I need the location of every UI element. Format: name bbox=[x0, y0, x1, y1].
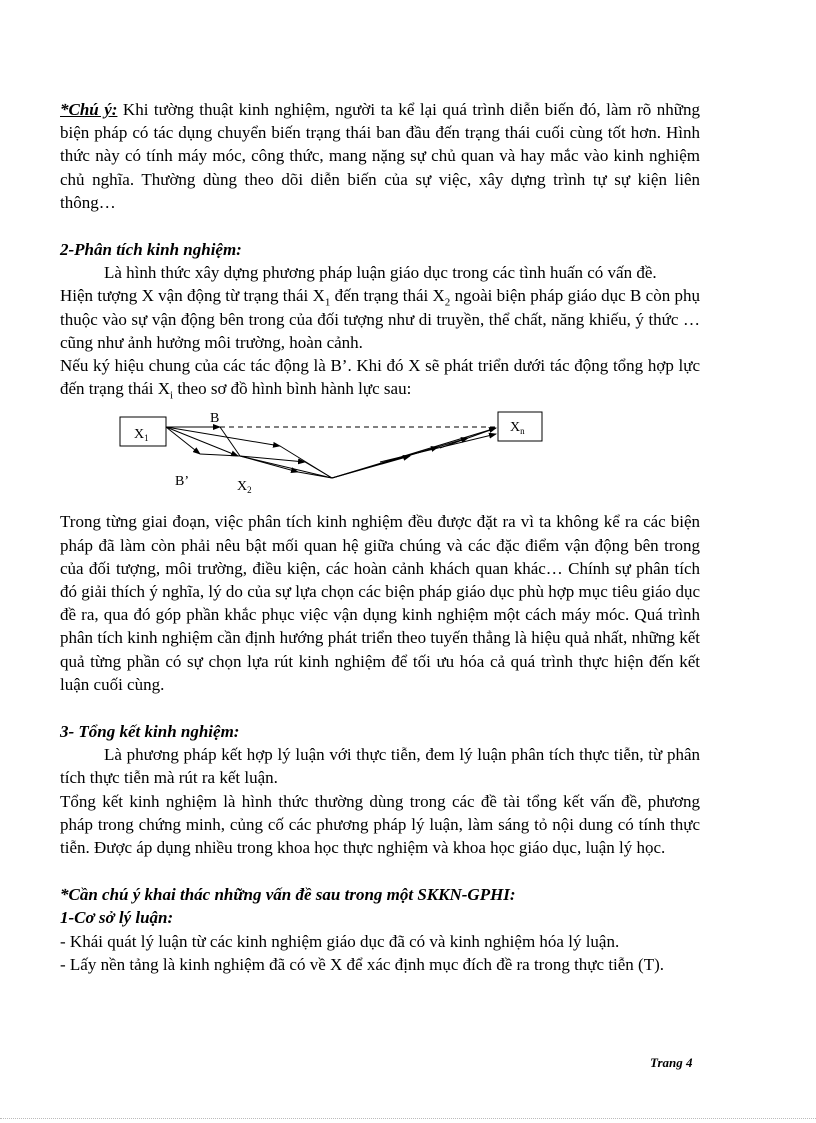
note-text: Khi tường thuật kinh nghiệm, người ta kể lại quá trình diễn biến đó, làm rõ những biện pháp có tác dụng chuyển biến trạng thái ban đầu đến trạng thái cuối cùng tốt hơn. Hình thức này có tính máy móc, công thức, mang nặng sự chủ quan và hay mắc vào kinh nghiệm chủ nghĩa. Thường dùng theo dõi diễn biến của sự việc, xây dựng trình tự sự kiện liên thông… bbox=[60, 100, 700, 212]
note-label: *Chú ý: bbox=[60, 100, 118, 119]
note-paragraph bbox=[60, 98, 700, 214]
xn-label: $X_n$ bbox=[510, 420, 525, 437]
bottom-divider bbox=[0, 1118, 816, 1119]
x1-label: $X_1$ bbox=[134, 427, 149, 444]
section2-paragraph-3: Nếu ký hiệu chung của các tác động là B’. Khi đó X sẽ phát triển dưới tác động tổng hợp lực đến trạng thái $X_i$ theo sơ đồ hình bình hành lực sau: bbox=[60, 356, 700, 402]
section4-item-1: - Khái quát lý luận từ các kinh nghiệm giáo dục đã có và kinh nghiệm hóa lý luận. bbox=[60, 931, 620, 951]
b-label: B bbox=[210, 411, 220, 427]
section2-paragraph-4: Trong từng giai đoạn, việc phân tích kinh nghiệm đều được đặt ra vì ta không kể ra các biện pháp đã làm còn phải nêu bật mối quan hệ giữa chúng và các đặc điểm vận động bên trong của đối tượng, môi trường, điều kiện, các hoàn cảnh khách quan khác… Chính sự phân tích đó giải thích ý nghĩa, lý do của sự lựa chọn các biện pháp giáo dục phù hợp mục tiêu giáo dục đề ra, qua đó góp phần khắc phục việc vận dụng kinh nghiệm một cách máy móc. Quá trình phân tích kinh nghiệm cần định hướng phát triển theo tuyến thẳng là hiệu quả nhất, những kết quả từng phần có sự chọn lựa rút kinh nghiệm để tối ưu hóa cả quá trình thực hiện đến kết luận cuối cùng. bbox=[60, 512, 700, 694]
section2-paragraph-2: Hiện tượng X vận động từ trạng thái $X_1$ đến trạng thái $X_2$ ngoài biện pháp giáo dục B còn phụ thuộc vào sự vận động bên trong của đối tượng như di truyền, thể chất, năng khiếu, ý thức … cũng như ảnh hưởng môi trường, hoàn cảnh. bbox=[60, 286, 700, 352]
b-prime-label: B’ bbox=[175, 474, 189, 490]
section3-paragraph-2: Tổng kết kinh nghiệm là hình thức thường dùng trong các đề tài tổng kết vấn đề, phương pháp trong chứng minh, củng cố các phương pháp lý luận, làm sáng tỏ nội dung có tính thực tiễn. Được áp dụng nhiều trong khoa học thực nghiệm và khoa học giáo dục, luận lý học. bbox=[60, 791, 700, 858]
page-content bbox=[60, 98, 700, 976]
section2-intro: Là hình thức xây dựng phương pháp luận giáo dục trong các tình huấn có vấn đề. bbox=[104, 263, 657, 283]
section3-heading: 3- Tổng kết kinh nghiệm: bbox=[60, 722, 240, 742]
section4-heading: *Cần chú ý khai thác những vấn đề sau trong một SKKN-GPHI: bbox=[60, 885, 516, 905]
section2-heading: 2-Phân tích kinh nghiệm: bbox=[60, 240, 242, 260]
page-number: Trang 4 bbox=[650, 1055, 693, 1070]
section4-subheading: 1-Cơ sở lý luận: bbox=[60, 908, 174, 928]
section3-intro: Là phương pháp kết hợp lý luận với thực tiễn, đem lý luận phân tích thực tiễn, từ phân tích thực tiễn mà rút ra kết luận. bbox=[60, 745, 700, 788]
x2-label: $X_2$ bbox=[237, 479, 252, 496]
section4-item-2: - Lấy nền tảng là kinh nghiệm đã có về X để xác định mục đích đề ra trong thực tiễn (T). bbox=[60, 954, 665, 974]
force-parallelogram-diagram bbox=[60, 400, 700, 510]
